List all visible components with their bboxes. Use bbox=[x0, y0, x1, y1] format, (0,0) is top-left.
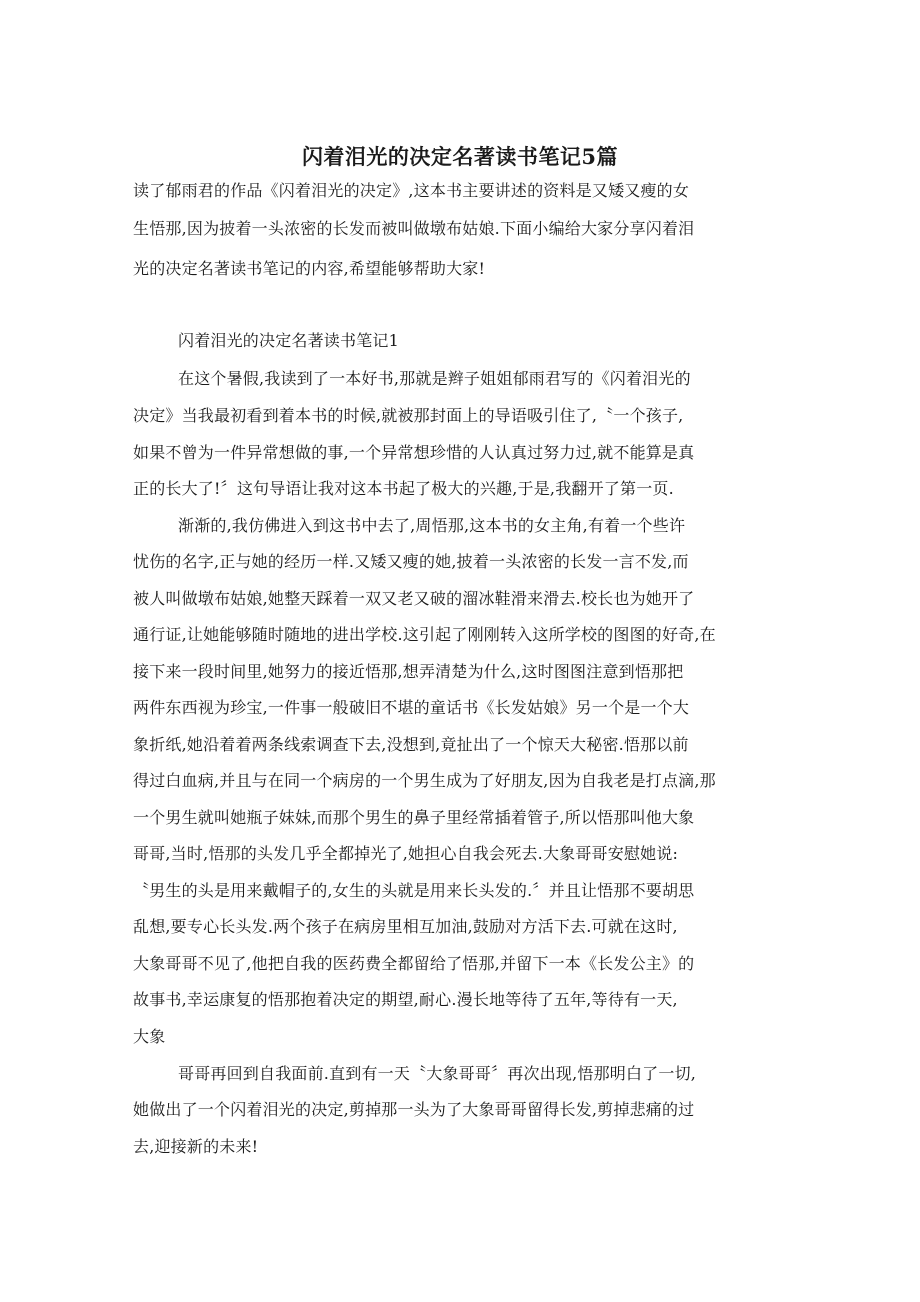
intro-line: 光的决定名著读书笔记的内容,希望能够帮助大家! bbox=[133, 259, 486, 278]
paragraph-line: 接下来一段时间里,她努力的接近悟那,想弄清楚为什么,这时图图注意到悟那把 bbox=[133, 662, 684, 681]
paragraph-line: 通行证,让她能够随时随地的进出学校.这引起了刚刚转入这所学校的图图的好奇,在 bbox=[133, 625, 716, 644]
paragraph-line: 象折纸,她沿着着两条线索调查下去,没想到,竟扯出了一个惊天大秘密.悟那以前 bbox=[133, 735, 689, 754]
paragraph-line: 一个男生就叫她瓶子妹妹,而那个男生的鼻子里经常插着管子,所以悟那叫他大象 bbox=[133, 808, 695, 827]
paragraph-line: 大象哥哥不见了,他把自我的医药费全都留给了悟那,并留下一本《长发公主》的 bbox=[133, 954, 695, 973]
paragraph-line: 在这个暑假,我读到了一本好书,那就是辫子姐姐郁雨君写的《闪着泪光的 bbox=[178, 369, 691, 388]
paragraph-line: 得过白血病,并且与在同一个病房的一个男生成为了好朋友,因为自我老是打点滴,那 bbox=[133, 771, 716, 790]
paragraph-line: 去,迎接新的未来! bbox=[133, 1137, 259, 1156]
paragraph-line: 她做出了一个闪着泪光的决定,剪掉那一头为了大象哥哥留得长发,剪掉悲痛的过 bbox=[133, 1100, 695, 1119]
paragraph-line: 故事书,幸运康复的悟那抱着决定的期望,耐心.漫长地等待了五年,等待有一天, bbox=[133, 990, 678, 1009]
paragraph-line: 乱想,要专心长头发.两个孩子在病房里相互加油,鼓励对方活下去.可就在这时, bbox=[133, 917, 678, 936]
paragraph-line: 正的长大了!〞这句导语让我对这本书起了极大的兴趣,于是,我翻开了第一页. bbox=[133, 479, 674, 498]
intro-line: 读了郁雨君的作品《闪着泪光的决定》,这本书主要讲述的资料是又矮又瘦的女 bbox=[133, 181, 690, 200]
section-heading: 闪着泪光的决定名著读书笔记1 bbox=[178, 331, 399, 350]
paragraph-line: 哥哥,当时,悟那的头发几乎全都掉光了,她担心自我会死去.大象哥哥安慰她说: bbox=[133, 844, 679, 863]
paragraph-line: 大象 bbox=[133, 1027, 166, 1046]
paragraph-line: 哥哥再回到自我面前.直到有一天〝大象哥哥〞再次出现,悟那明白了一切, bbox=[178, 1064, 697, 1083]
paragraph-line: 〝男生的头是用来戴帽子的,女生的头就是用来长头发的.〞并且让悟那不要胡思 bbox=[133, 881, 695, 900]
paragraph-line: 两件东西视为珍宝,一件事一般破旧不堪的童话书《长发姑娘》另一个是一个大 bbox=[133, 698, 690, 717]
paragraph-line: 决定》当我最初看到着本书的时候,就被那封面上的导语吸引住了,〝一个孩子, bbox=[133, 406, 684, 425]
intro-line: 生悟那,因为披着一头浓密的长发而被叫做墩布姑娘.下面小编给大家分享闪着泪 bbox=[133, 219, 695, 238]
paragraph-line: 如果不曾为一件异常想做的事,一个异常想珍惜的人认真过努力过,就不能算是真 bbox=[133, 443, 695, 462]
paragraph-line: 被人叫做墩布姑娘,她整天踩着一双又老又破的溜冰鞋滑来滑去.校长也为她开了 bbox=[133, 589, 695, 608]
paragraph-line: 渐渐的,我仿佛进入到这书中去了,周悟那,这本书的女主角,有着一个些许 bbox=[178, 516, 686, 535]
paragraph-line: 忧伤的名字,正与她的经历一样.又矮又瘦的她,披着一头浓密的长发一言不发,而 bbox=[133, 552, 689, 571]
document-title: 闪着泪光的决定名著读书笔记5篇 bbox=[301, 144, 619, 169]
